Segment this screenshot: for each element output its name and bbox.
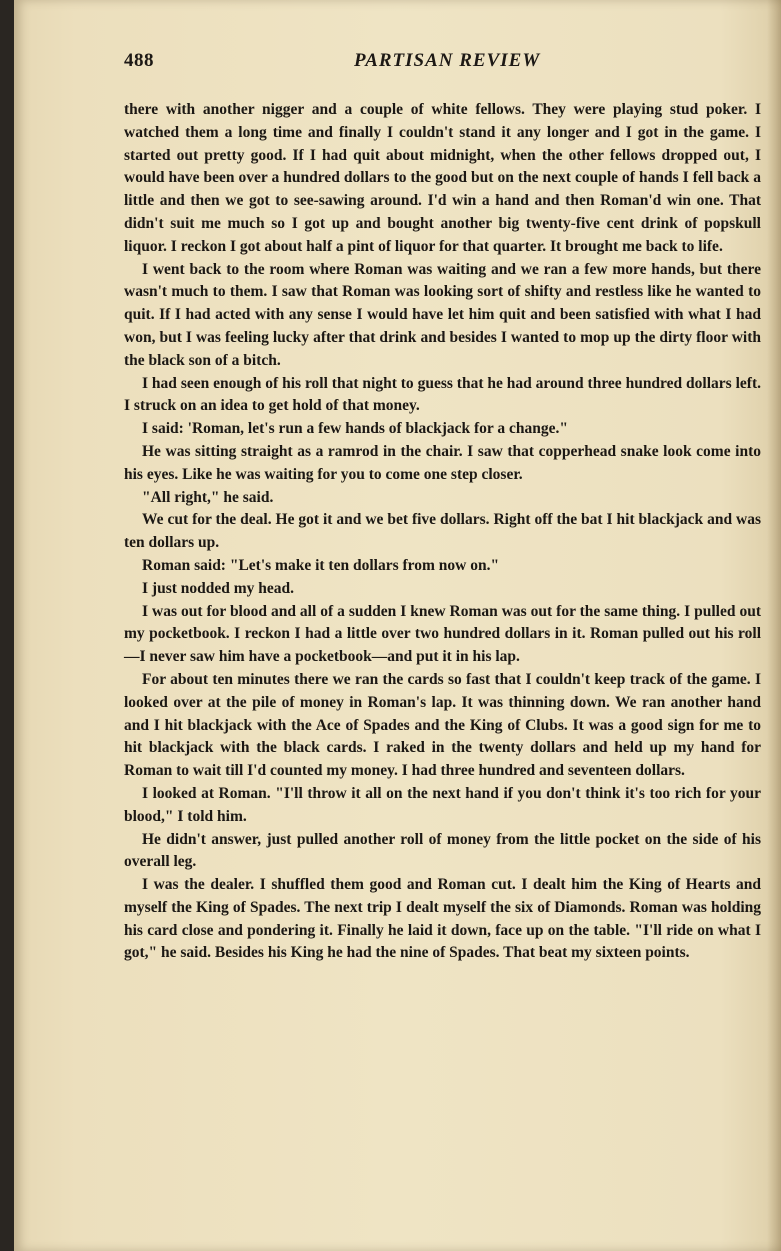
paragraph: there with another nigger and a couple of white fellows. They were playing stud poker. I watched them a long time and finally I couldn't stand it any longer and I got in the game. I started out pretty good. If I had quit about midnight, when the other fellows dropped out, I would have been over a hundred dollars to the good but on the next couple of hands I fell back a little and then we got to see-sawing around. I'd win a hand and then Roman'd win one. That didn't suit me much so I got up and bought another big twenty-five cent drink of popskull liquor. I reckon I got about half a pint of liquor for that quarter. It brought me back to life. [124,101,761,255]
paragraph: I looked at Roman. "I'll throw it all on the next hand if you don't think it's too rich for your blood," I told him. [124,784,761,825]
paragraph: I said: 'Roman, let's run a few hands of blackjack for a change." [142,420,568,438]
paragraph: I had seen enough of his roll that night to guess that he had around three hundred dollars left. I struck on an idea to get hold of that money. [124,374,761,415]
paragraph: I was the dealer. I shuffled them good and Roman cut. I dealt him the King of Hearts and myself the King of Spades. The next trip I dealt myself the six of Diamonds. Roman was holding his card close and pondering it. Finally he laid it down, face up on the table. "I'll ride on what I got," he said. Besides his King he had the nine of Spades. That beat my sixteen points. [124,876,761,962]
paragraph: We cut for the deal. He got it and we bet five dollars. Right off the bat I hit blackjack and was ten dollars up. [124,511,761,552]
book-page [14,0,781,1251]
page-number: 488 [124,50,154,71]
paragraph: I went back to the room where Roman was waiting and we ran a few more hands, but there wasn't much to them. I saw that Roman was looking sort of shifty and restless like he wanted to quit. If I had acted with any sense I would have let him quit and been satisfied with what I had won, but I was feeling lucky after that drink and besides I wanted to mop up the dirty floor with the black son of a bitch. [124,260,761,369]
paragraph: "All right," he said. [142,488,274,506]
running-head: PARTISAN REVIEW [354,50,541,71]
paragraph: I just nodded my head. [142,579,295,597]
page-edge-shadow [767,0,781,1251]
paragraph: For about ten minutes there we ran the cards so fast that I couldn't keep track of the game. I looked over at the pile of money in Roman's lap. It was thinning down. We ran another hand and I hit blackjack with the Ace of Spades and the King of Clubs. It was a good sign for me to hit blackjack with the black cards. I raked in the twenty dollars and held up my hand for Roman to wait till I'd counted my money. I had three hundred and seventeen dollars. [124,670,761,780]
paragraph: I was out for blood and all of a sudden I knew Roman was out for the same thing. I pulled out my pocketbook. I reckon I had a little over two hundred dollars in it. Roman pulled out his roll—I never saw him have a pocketbook—and put it in his lap. [124,602,761,666]
paragraph: He was sitting straight as a ramrod in the chair. I saw that copperhead snake look come into his eyes. Like he was waiting for you to come one step closer. [124,442,761,483]
body-text [124,99,761,965]
paragraph: He didn't answer, just pulled another roll of money from the little pocket on the side of his overall leg. [124,830,761,871]
page-header [124,50,764,80]
paragraph: Roman said: "Let's make it ten dollars from now on." [142,556,500,574]
